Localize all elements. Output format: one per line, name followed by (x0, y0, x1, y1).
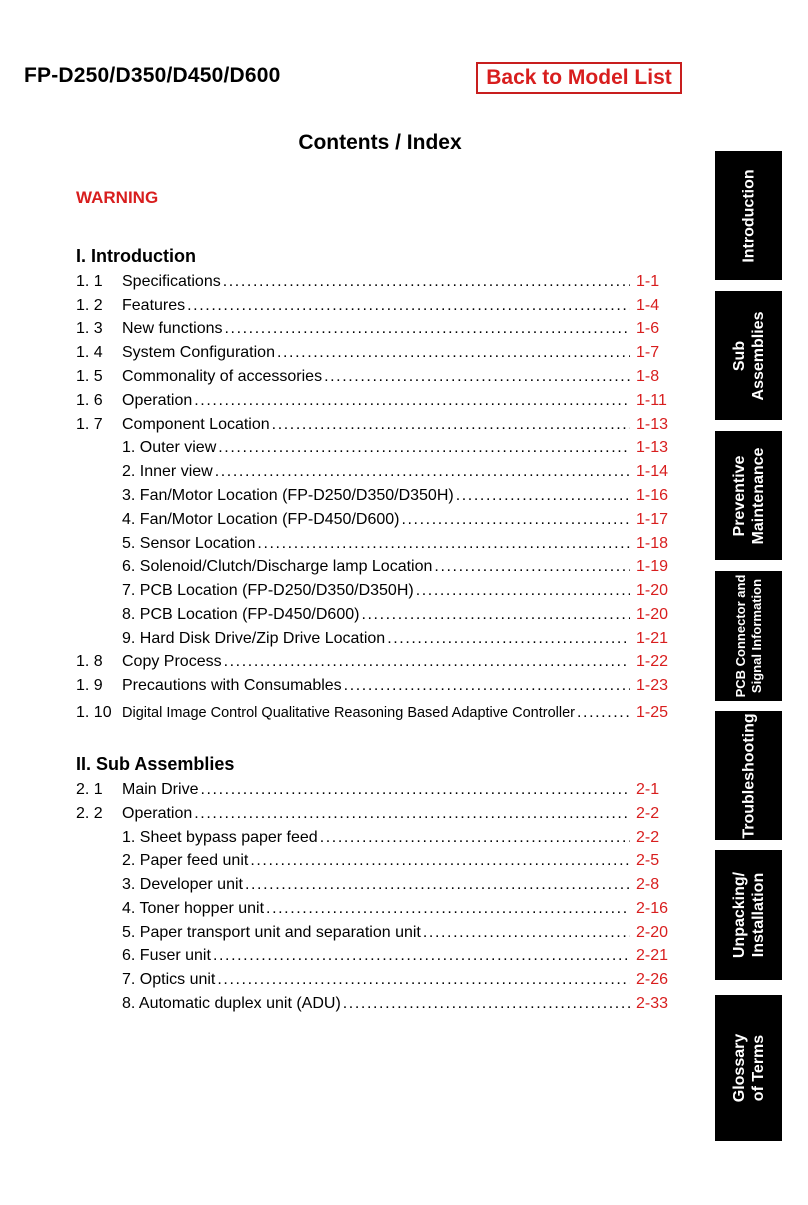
dot-leader (224, 651, 630, 673)
toc-entry-number: 2. 2 (76, 805, 103, 822)
toc-entry-label: Main Drive (122, 781, 199, 798)
tab-glossary-of-terms[interactable] (715, 995, 782, 1141)
toc-entry-page-link[interactable]: 1-16 (636, 487, 669, 504)
back-to-model-list-button[interactable]: Back to Model List (476, 62, 682, 94)
toc-entry[interactable] (76, 437, 670, 459)
toc-entry-number: 1. 9 (76, 677, 103, 694)
toc-entry[interactable] (76, 604, 670, 626)
toc-entry-label: Copy Process (122, 653, 222, 670)
dot-leader (423, 922, 630, 944)
toc-entry[interactable] (76, 922, 670, 944)
dot-leader (213, 945, 630, 967)
toc-entry[interactable] (76, 945, 670, 967)
tab-label (739, 169, 758, 262)
dot-leader (194, 803, 630, 825)
dot-leader (215, 461, 630, 483)
toc-entry[interactable] (76, 342, 670, 364)
dot-leader (361, 604, 630, 626)
tab-troubleshooting[interactable] (715, 711, 782, 840)
toc-entry-label: 1. Sheet bypass paper feed (122, 829, 318, 846)
dot-leader (324, 366, 630, 388)
tab-introduction[interactable] (715, 151, 782, 280)
toc-entry[interactable] (76, 651, 670, 673)
toc-entry[interactable] (76, 898, 670, 920)
toc-entry-label: 6. Fuser unit (122, 947, 211, 964)
toc-entry-label: 5. Sensor Location (122, 535, 256, 552)
dot-leader (257, 533, 630, 555)
dot-leader (387, 628, 630, 650)
toc-entry-label: Precautions with Consumables (122, 677, 342, 694)
toc-entry-label: Specifications (122, 273, 221, 290)
toc-entry-page-link[interactable]: 1-11 (636, 392, 667, 409)
toc-entry-page-link[interactable]: 2-21 (636, 947, 669, 964)
toc-entry-page-link[interactable]: 1-18 (636, 535, 669, 552)
toc-entry[interactable] (76, 295, 670, 317)
tab-label-line2: Signal Information (748, 578, 764, 694)
toc-entry-label: 7. Optics unit (122, 971, 216, 988)
toc-entry-page-link[interactable]: 1-13 (636, 439, 669, 456)
tab-label-line2: of Terms (749, 1034, 767, 1102)
toc-entry-page-link[interactable]: 2-26 (636, 971, 669, 988)
toc-entry[interactable] (76, 702, 670, 724)
toc-entry-label: 4. Toner hopper unit (122, 900, 265, 917)
dot-leader (416, 580, 630, 602)
tab-unpacking-installation[interactable] (715, 850, 782, 980)
toc-entry[interactable] (76, 461, 670, 483)
toc-entry[interactable] (76, 485, 670, 507)
toc-entry-page-link[interactable]: 1-25 (636, 704, 669, 721)
toc-entry-number: 1. 2 (76, 297, 103, 314)
toc-entry[interactable] (76, 390, 670, 412)
tab-label-line1: Sub (730, 340, 748, 371)
model-title: FP-D250/D350/D450/D600 (24, 64, 281, 87)
toc-entry-page-link[interactable]: 1-8 (636, 368, 660, 385)
toc-entry-number: 1. 5 (76, 368, 103, 385)
toc-entry[interactable] (76, 628, 670, 650)
tab-label-line1: Troubleshooting (740, 712, 757, 839)
toc-entry-page-link[interactable]: 2-33 (636, 995, 669, 1012)
toc-entry-page-link[interactable]: 2-2 (636, 829, 660, 846)
toc-entry[interactable] (76, 318, 670, 340)
dot-leader (577, 702, 630, 724)
toc-entry[interactable] (76, 271, 670, 293)
toc-entry-page-link[interactable]: 1-17 (636, 511, 669, 528)
toc-entry-label: 4. Fan/Motor Location (FP-D450/D600) (122, 511, 400, 528)
toc-entry-label: 3. Developer unit (122, 876, 243, 893)
toc-entry-page-link[interactable]: 1-6 (636, 320, 660, 337)
toc-entry-page-link[interactable]: 1-1 (636, 273, 660, 290)
dot-leader (217, 969, 630, 991)
section-heading-sub-assemblies: II. Sub Assemblies (76, 754, 235, 774)
tab-label (730, 872, 768, 958)
tab-label-line2: Maintenance (749, 447, 767, 544)
toc-entry-number: 1. 1 (76, 273, 103, 290)
dot-leader (194, 390, 630, 412)
tab-label-line2: Installation (749, 872, 767, 958)
tab-label (733, 575, 765, 698)
toc-entry-page-link[interactable]: 1-20 (636, 606, 669, 623)
toc-entry-label: 1. Outer view (122, 439, 217, 456)
toc-entry-label: 8. PCB Location (FP-D450/D600) (122, 606, 360, 623)
toc-entry-label: System Configuration (122, 344, 275, 361)
toc-entry-label: Digital Image Control Qualitative Reasoning Based Adaptive Controller (122, 705, 575, 721)
dot-leader (456, 485, 630, 507)
toc-entry[interactable] (76, 850, 670, 872)
tab-label-line1: Preventive (730, 455, 748, 536)
toc-entry-page-link[interactable]: 2-20 (636, 924, 669, 941)
toc-entry[interactable] (76, 779, 670, 801)
toc-entry-page-link[interactable]: 1-23 (636, 677, 669, 694)
section-heading-introduction: I. Introduction (76, 246, 196, 266)
dot-leader (272, 414, 630, 436)
dot-leader (187, 295, 630, 317)
toc-entry[interactable] (76, 675, 670, 697)
toc-entry-number: 1. 4 (76, 344, 103, 361)
tab-label-line1: Glossary (730, 1033, 748, 1103)
toc-entry-label: Commonality of accessories (122, 368, 323, 385)
toc-entry-label: Operation (122, 805, 193, 822)
tab-label (730, 311, 768, 400)
tab-label (730, 447, 768, 544)
toc-entry[interactable] (76, 827, 670, 849)
toc-entry-page-link[interactable]: 1-21 (636, 630, 669, 647)
toc-entry-page-link[interactable]: 2-2 (636, 805, 660, 822)
dot-leader (250, 850, 630, 872)
toc-entry-page-link[interactable]: 1-22 (636, 653, 669, 670)
toc-entry[interactable] (76, 993, 670, 1015)
toc-entry[interactable] (76, 509, 670, 531)
toc-entry-page-link[interactable]: 1-13 (636, 416, 669, 433)
tab-preventive-maintenance[interactable] (715, 431, 782, 560)
toc-entry-label: New functions (122, 320, 223, 337)
toc-entry-page-link[interactable]: 2-1 (636, 781, 660, 798)
tab-sub-assemblies[interactable] (715, 291, 782, 420)
toc-entry-page-link[interactable]: 1-20 (636, 582, 669, 599)
dot-leader (223, 271, 630, 293)
toc-entry-page-link[interactable]: 1-14 (636, 463, 669, 480)
toc-entry-label: 2. Inner view (122, 463, 213, 480)
dot-leader (218, 437, 630, 459)
toc-entry-label: Operation (122, 392, 193, 409)
dot-leader (343, 993, 630, 1015)
toc-entry-page-link[interactable]: 2-16 (636, 900, 669, 917)
toc-entry-page-link[interactable]: 1-19 (636, 558, 669, 575)
toc-entry-number: 2. 1 (76, 781, 103, 798)
dot-leader (266, 898, 630, 920)
toc-entry-label: Features (122, 297, 186, 314)
toc-entry[interactable] (76, 533, 670, 555)
tab-label (730, 1034, 768, 1102)
tab-pcb-connector-signal-info[interactable] (715, 571, 782, 701)
toc-entry[interactable] (76, 414, 670, 436)
dot-leader (434, 556, 630, 578)
toc-entry[interactable] (76, 969, 670, 991)
toc-entry-label: 5. Paper transport unit and separation unit (122, 924, 421, 941)
dot-leader (245, 874, 630, 896)
toc-entry[interactable] (76, 580, 670, 602)
tab-label-line2: Assemblies (749, 311, 767, 400)
toc-entry[interactable] (76, 366, 670, 388)
toc-entry-label: 3. Fan/Motor Location (FP-D250/D350/D350H) (122, 487, 454, 504)
tab-label-line1: Introduction (740, 168, 757, 263)
toc-entry-page-link[interactable]: 1-4 (636, 297, 660, 314)
toc-entry-label: 8. Automatic duplex unit (ADU) (122, 995, 341, 1012)
toc-entry[interactable] (76, 803, 670, 825)
toc-entry-label: Component Location (122, 416, 270, 433)
dot-leader (344, 675, 630, 697)
toc-entry[interactable] (76, 874, 670, 896)
toc-entry-page-link[interactable]: 1-7 (636, 344, 660, 361)
toc-entry-number: 1. 10 (76, 704, 112, 721)
dot-leader (200, 779, 630, 801)
page-title: Contents / Index (298, 131, 462, 154)
tab-label (739, 713, 758, 838)
dot-leader (320, 827, 630, 849)
tab-label-line1: PCB Connector and (732, 574, 748, 698)
dot-leader (225, 318, 631, 340)
toc-entry-number: 1. 8 (76, 653, 103, 670)
toc-entry-page-link[interactable]: 2-5 (636, 852, 660, 869)
warning-link[interactable]: WARNING (76, 188, 159, 207)
toc-entry-label: 7. PCB Location (FP-D250/D350/D350H) (122, 582, 414, 599)
dot-leader (277, 342, 630, 364)
toc-entry-label: 2. Paper feed unit (122, 852, 249, 869)
toc-entry-number: 1. 3 (76, 320, 103, 337)
dot-leader (401, 509, 630, 531)
toc-entry-number: 1. 7 (76, 416, 103, 433)
toc-entry-label: 6. Solenoid/Clutch/Discharge lamp Location (122, 558, 433, 575)
tab-label-line1: Unpacking/ (730, 871, 748, 959)
toc-entry[interactable] (76, 556, 670, 578)
toc-entry-label: 9. Hard Disk Drive/Zip Drive Location (122, 630, 386, 647)
toc-entry-number: 1. 6 (76, 392, 103, 409)
toc-entry-page-link[interactable]: 2-8 (636, 876, 660, 893)
